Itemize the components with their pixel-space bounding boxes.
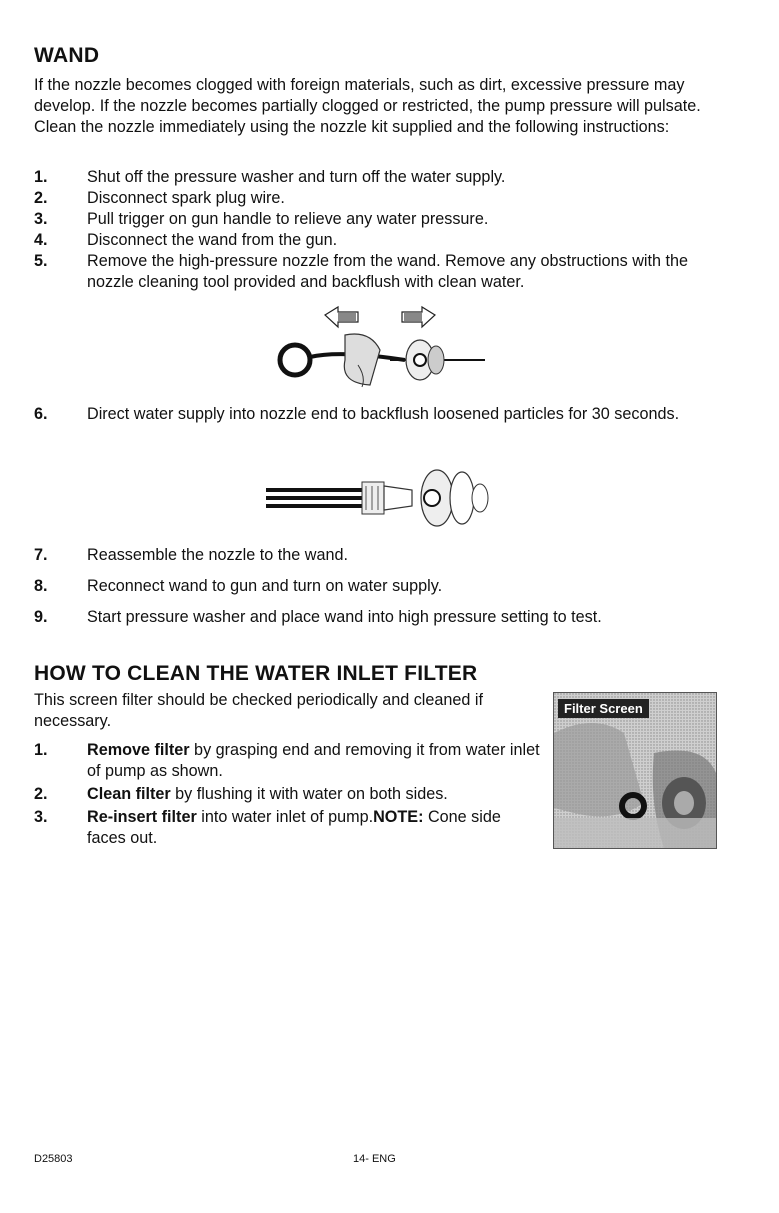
nozzle-cleaning-illustration xyxy=(270,305,510,393)
wand-step-2: 2. Disconnect spark plug wire. xyxy=(34,189,285,207)
wand-step-5: 5. Remove the high-pressure nozzle from the wand. Remove any obstructions with the nozzle cleaning tool provided and backflush with clean water. xyxy=(34,252,689,291)
wand-steps-list-final xyxy=(34,545,734,638)
filter-steps-list xyxy=(34,740,544,851)
model-number: D25803 xyxy=(34,1153,73,1165)
wand-intro-text: If the nozzle becomes clogged with foreign materials, such as dirt, excessive pressure may develop. If the nozzle becomes partially clogged or restricted, the pump pressure will pulsate. Clean the nozzle immediately using the nozzle kit supplied and the following instructions: xyxy=(34,76,701,136)
filter-step-3: 3. Re-insert filter into water inlet of pump.NOTE: Cone side faces out. xyxy=(34,808,501,847)
filter-screen-photo xyxy=(553,692,717,849)
wand-step-6: 6. Direct water supply into nozzle end to backflush loosened particles for 30 seconds. xyxy=(34,405,680,423)
cleaning-tool-icon xyxy=(280,345,485,375)
page-number: 14- ENG xyxy=(353,1153,396,1165)
nozzle-icon xyxy=(384,470,488,526)
filter-step-2: 2. Clean filter by flushing it with water on both sides. xyxy=(34,785,448,803)
filter-section-title: HOW TO CLEAN THE WATER INLET FILTER xyxy=(34,662,478,685)
filter-step-1: 1. Remove filter by grasping end and removing it from water inlet of pump as shown. xyxy=(34,741,540,780)
wand-step-7: 7. Reassemble the nozzle to the wand. xyxy=(34,546,348,564)
right-arrow-icon xyxy=(402,307,435,327)
wand-step-9: 9. Start pressure washer and place wand into high pressure setting to test. xyxy=(34,608,602,626)
backflush-illustration xyxy=(262,452,502,534)
filter-screen-label: Filter Screen xyxy=(558,699,649,718)
wand-step-1: 1. Shut off the pressure washer and turn off the water supply. xyxy=(34,168,506,186)
wand-section-title: WAND xyxy=(34,44,100,67)
hose-icon xyxy=(266,482,384,514)
wand-steps-list xyxy=(34,167,734,293)
wand-steps-list-continued xyxy=(34,404,734,425)
wand-step-8: 8. Reconnect wand to gun and turn on water supply. xyxy=(34,577,443,595)
left-arrow-icon xyxy=(325,307,358,327)
wand-step-3: 3. Pull trigger on gun handle to relieve any water pressure. xyxy=(34,210,489,228)
filter-intro-text: This screen filter should be checked periodically and cleaned if necessary. xyxy=(34,691,484,730)
wand-step-4: 4. Disconnect the wand from the gun. xyxy=(34,231,338,249)
